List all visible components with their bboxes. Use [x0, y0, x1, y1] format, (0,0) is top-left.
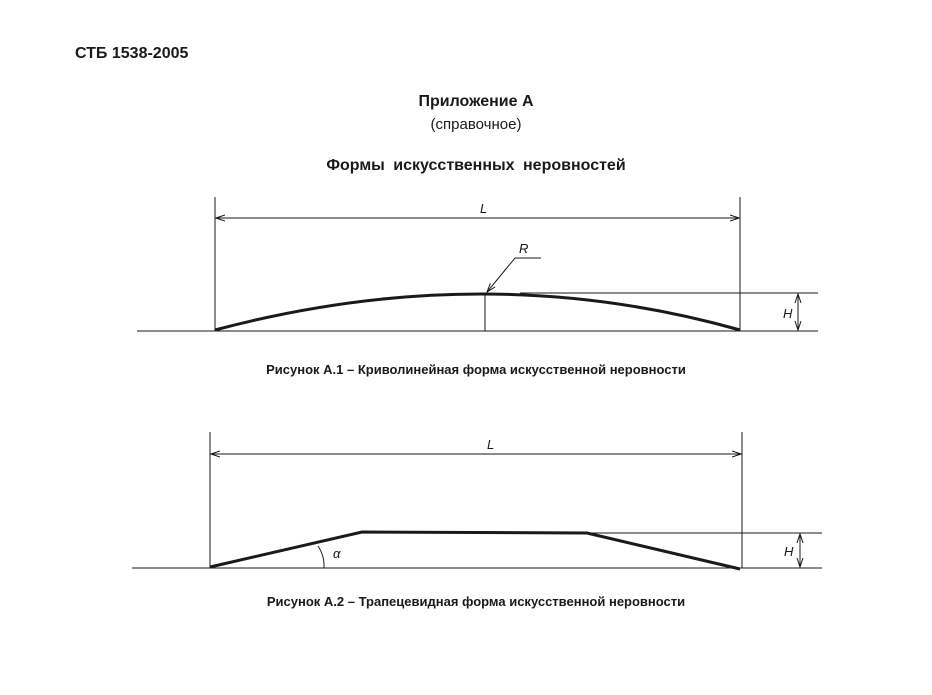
figure-1-caption: Рисунок А.1 – Криволинейная форма искусственной неровности [266, 362, 686, 377]
height-label: H [784, 544, 794, 559]
length-label: L [480, 201, 488, 216]
radius-leader [487, 258, 541, 292]
figure-2-trapezoid-bump [132, 432, 822, 569]
angle-label: α [333, 546, 341, 561]
figure-2-caption: Рисунок А.2 – Трапецевидная форма искусственной неровности [266, 594, 686, 609]
appendix-subtitle: (справочное) [430, 116, 522, 133]
length-label: L [487, 437, 495, 452]
section-title: Формы искусственных неровностей [326, 157, 626, 174]
radius-label: R [519, 241, 529, 256]
document-code: СТБ 1538-2005 [75, 45, 189, 62]
trapezoid-profile [210, 532, 740, 569]
figure-1-curved-bump [137, 197, 818, 331]
height-label: H [783, 306, 793, 321]
appendix-title: Приложение А [418, 93, 534, 110]
angle-arc [318, 546, 324, 568]
curved-profile [215, 294, 740, 330]
